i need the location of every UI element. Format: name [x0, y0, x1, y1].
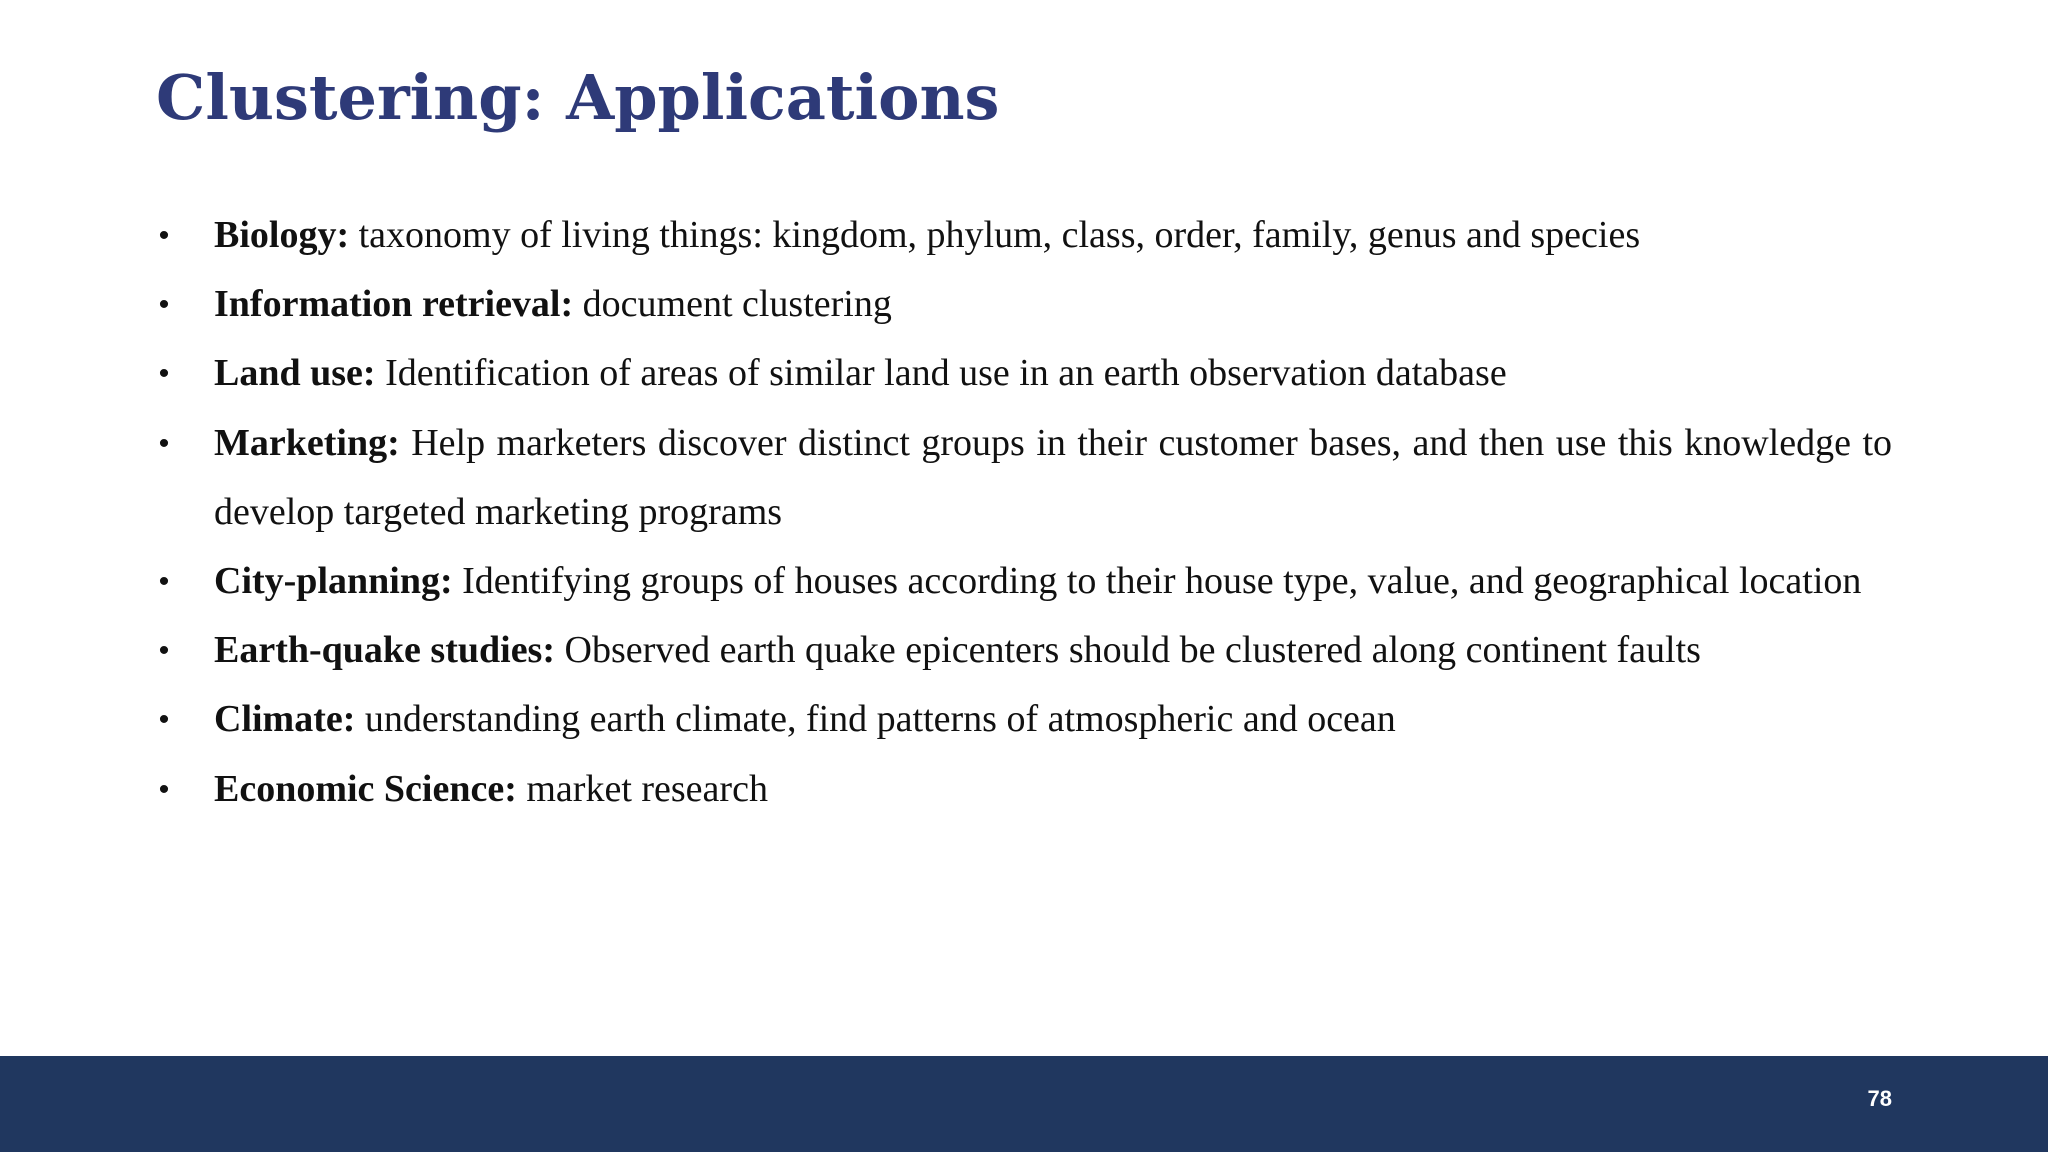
- bullet-climate: [156, 685, 1892, 754]
- bullet-dot-icon: •: [158, 219, 170, 252]
- bullet-dot-icon: •: [158, 634, 170, 668]
- bullet-term: City-planning:: [214, 560, 453, 603]
- bullet-text: Identifying groups of houses according to their house type, value, and geographical location: [462, 560, 1862, 603]
- bullet-term: Information retrieval:: [214, 283, 574, 326]
- bullet-land-use: [156, 339, 1892, 408]
- bullet-biology: [156, 201, 1892, 270]
- bullet-text: Observed earth quake epicenters should be clustered along continent faults: [564, 629, 1701, 672]
- bullet-term: Biology:: [214, 214, 350, 256]
- bullet-dot-icon: •: [158, 288, 170, 322]
- bullet-term: Climate:: [214, 698, 356, 741]
- bullet-term: Marketing:: [214, 421, 400, 464]
- bullet-text: Help marketers discover distinct groups in their customer bases, and then use this knowledge to develop targeted marketing programs: [214, 421, 1893, 533]
- bullet-information-retrieval: [156, 270, 1892, 339]
- bullet-text: understanding earth climate, find patterns of atmospheric and ocean: [364, 698, 1396, 741]
- footer-bar: [0, 1056, 2048, 1152]
- bullet-dot-icon: •: [158, 357, 170, 391]
- bullet-city-planning: [156, 547, 1892, 616]
- bullet-marketing: [156, 409, 1892, 547]
- bullet-term: Economic Science:: [214, 767, 517, 810]
- bullet-text: taxonomy of living things: kingdom, phylum, class, order, family, genus and species: [358, 214, 1641, 256]
- bullet-term: Earth-quake studies:: [214, 629, 555, 672]
- bullet-economic-science: [156, 755, 1892, 824]
- bullet-text: document clustering: [582, 283, 892, 326]
- bullet-text: Identification of areas of similar land use in an earth observation database: [385, 352, 1507, 395]
- page-number: 78: [1867, 1086, 1892, 1111]
- bullet-dot-icon: •: [158, 565, 170, 599]
- bullet-dot-icon: •: [158, 426, 170, 460]
- bullet-earth-quake-studies: [156, 616, 1892, 685]
- bullet-dot-icon: •: [158, 772, 170, 806]
- bullet-dot-icon: •: [158, 703, 170, 737]
- bullet-list: [156, 201, 1892, 824]
- slide-title: Clustering: Applications: [156, 61, 1000, 134]
- bullet-term: Land use:: [214, 352, 376, 395]
- bullet-text: market research: [526, 767, 768, 810]
